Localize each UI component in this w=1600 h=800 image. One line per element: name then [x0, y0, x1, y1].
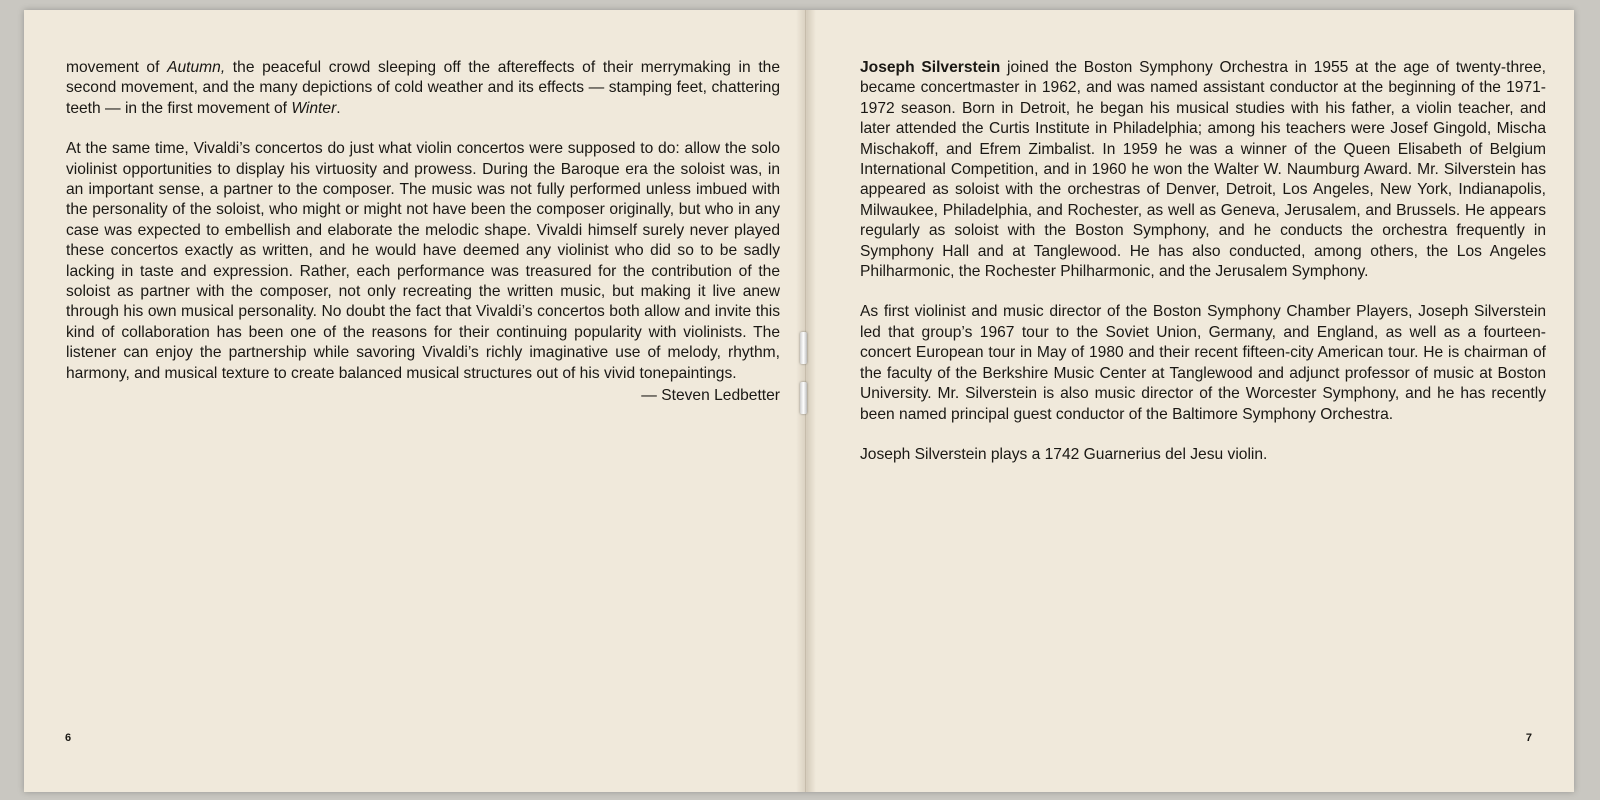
left-page: [24, 10, 806, 792]
staple-bottom: [800, 382, 807, 414]
left-page-text: [66, 58, 780, 407]
right-paragraph-3: Joseph Silverstein plays a 1742 Guarnerius del Jesu violin.: [860, 445, 1268, 463]
staple-top: [800, 332, 807, 364]
left-paragraph-1: [66, 58, 780, 119]
text-run: joined the Boston Symphony Orchestra in 1955 at the age of twenty-three, became concertmaster in 1962, and was named assistant conductor at the beginning of the 1971-1972 season. Born in Detroit, he began his musical studies with his father, a violin teacher, and later attended the Curtis Institute in Philadelphia; among his teachers were Josef Gingold, Mischa Mischakoff, and Efrem Zimbalist. In 1959 he was a winner of the Queen Elisabeth of Belgium International Competition, and in 1960 he won the Walter W. Naumburg Award. Mr. Silverstein has appeared as soloist with the orchestras of Denver, Detroit, Los Angeles, New York, Indianapolis, Milwaukee, Philadelphia, and Rochester, as well as Geneva, Jerusalem, and Brussels. He appears regularly as soloist with the Boston Symphony, and he conducts the orchestra frequently in Symphony Hall and at Tanglewood. He has also conducted, among others, the Los Angeles Philharmonic, the Rochester Philharmonic, and the Jerusalem Symphony.: [860, 59, 1546, 281]
page-number-right: 7: [1525, 732, 1532, 744]
text-run: .: [336, 99, 341, 117]
italic-title-winter: Winter: [291, 99, 337, 117]
italic-title-autumn: Autumn,: [167, 59, 226, 76]
left-paragraph-2: At the same time, Vivaldi’s concertos do just what violin concertos were supposed to do: allow the solo violinist opportunities to display his virtuosity and prowess. During the Baroque era the soloist was, in an important sense, a partner to the composer. The music was not fully performed unless imbued with the personality of the soloist, who might or might not have been the composer originally, but who in any case was expected to embellish and elaborate the melodic shape. Vivaldi himself surely never played these concertos exactly as written, and he would have deemed any violinist who did so to be sadly lacking in taste and expression. Rather, each performance was treasured for the contribution of the soloist as partner with the composer, not only recreating the written music, but making it live anew through his own musical personality. No doubt the fact that Vivaldi’s concertos both allow and invite this kind of collaboration has been one of the reasons for their continuing popularity with violinists. The listener can enjoy the partnership while savoring Vivaldi’s richly imaginative use of melody, rhythm, harmony, and musical texture to create balanced musical structures out of his vivid tonepaintings.: [66, 140, 780, 382]
text-run: movement of: [66, 59, 168, 76]
text-run: the peaceful crowd sleeping off the aftereffects of their merrymaking in the second movement, and the many depictions of cold weather and its effects — stamping feet, chattering teeth — in the first movement of: [66, 59, 781, 117]
right-paragraph-1: [860, 58, 1546, 282]
right-paragraph-2: As first violinist and music director of the Boston Symphony Chamber Players, Joseph Silverstein led that group’s 1967 tour to the Soviet Union, Germany, and England, as well as a fourteen-concert European tour in May of 1980 and their recent fifteen-city American tour. He is chairman of the faculty of the Berkshire Music Center at Tanglewood and adjunct professor of music at Boston University. Mr. Silverstein is also music director of the Worcester Symphony, and he has recently been named principal guest conductor of the Baltimore Symphony Orchestra.: [860, 303, 1546, 423]
bold-name: Joseph Silverstein: [860, 59, 1001, 76]
page-number-left: 6: [65, 732, 72, 744]
booklet-spread: [24, 10, 1574, 792]
right-page: [806, 10, 1574, 792]
right-page-text: [860, 58, 1546, 485]
author-signature: — Steven Ledbetter: [641, 387, 780, 405]
